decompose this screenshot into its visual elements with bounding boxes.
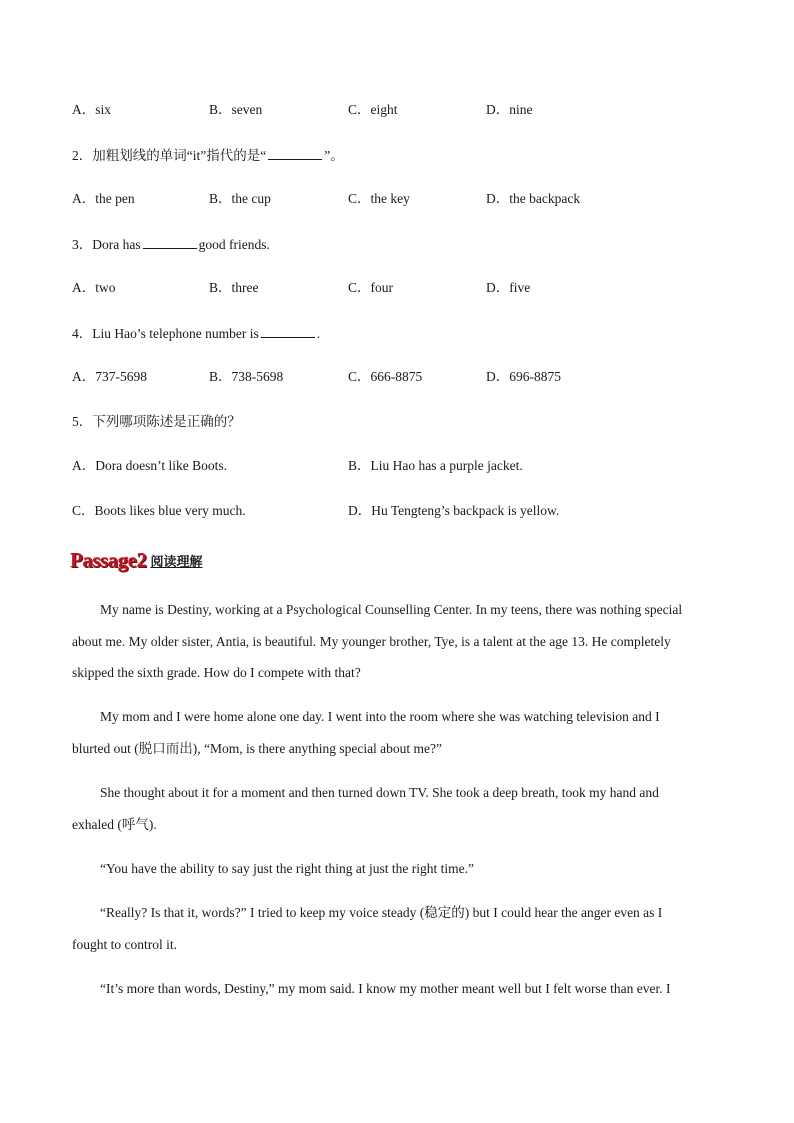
q3-prefix: 3．Dora has [72, 237, 141, 252]
passage-subtitle: 阅读理解 [150, 555, 203, 570]
q4-blank [261, 324, 315, 338]
q5-option-d: D．Hu Tengteng’s backpack is yellow. [348, 503, 560, 518]
passage-line: skipped the sixth grade. How do I compete with that? [72, 665, 361, 680]
q3-blank [143, 235, 197, 249]
passage-line: “You have the ability to say just the right thing at just the right time.” [100, 861, 474, 876]
q4-option-d: D．696-8875 [486, 369, 561, 384]
q3-stem [72, 235, 270, 254]
q1-option-d: D．nine [486, 102, 533, 117]
q5-stem: 5．下列哪项陈述是正确的？ [72, 414, 241, 429]
passage-line: My name is Destiny, working at a Psychological Counselling Center. In my teens, there was nothing special [100, 602, 683, 617]
q2-option-b: B．the cup [209, 191, 271, 206]
passage-line: blurted out (脱口而出), “Mom, is there anything special about me?” [72, 741, 443, 756]
q4-prefix: 4．Liu Hao’s telephone number is [72, 326, 259, 341]
q4-suffix: . [316, 326, 321, 341]
q3-option-d: D．five [486, 280, 531, 295]
q4-stem [72, 324, 320, 343]
q2-prefix: 2．加粗划线的单词“it”指代的是“ [72, 148, 267, 163]
q4-option-b: B．738-5698 [209, 369, 284, 384]
passage-title: Passage2 [70, 548, 147, 572]
q2-stem [72, 146, 344, 165]
q2-blank [268, 146, 322, 160]
q2-option-c: C．the key [348, 191, 410, 206]
passage-line: about me. My older sister, Antia, is beautiful. My younger brother, Tye, is a talent at the age 13. He completely [72, 634, 671, 649]
q3-option-a: A．two [72, 280, 116, 295]
q5-option-a: A．Dora doesn’t like Boots. [72, 458, 227, 473]
passage-line: My mom and I were home alone one day. I went into the room where she was watching television and I [100, 709, 660, 724]
q3-option-c: C．four [348, 280, 393, 295]
q1-option-c: C．eight [348, 102, 398, 117]
q2-suffix: ”。 [324, 148, 344, 163]
q5-option-c: C．Boots likes blue very much. [72, 503, 246, 518]
q2-option-d: D．the backpack [486, 191, 581, 206]
passage-line: fought to control it. [72, 937, 177, 952]
q3-option-b: B．three [209, 280, 259, 295]
passage-line: exhaled (呼气). [72, 817, 157, 832]
q3-suffix: good friends. [198, 237, 270, 252]
passage-line: “Really? Is that it, words?” I tried to keep my voice steady (稳定的) but I could hear the anger even as I [100, 905, 663, 920]
passage-heading [70, 548, 203, 572]
passage-line: She thought about it for a moment and then turned down TV. She took a deep breath, took my hand and [100, 785, 659, 800]
q5-option-b: B．Liu Hao has a purple jacket. [348, 458, 523, 473]
q1-option-b: B．seven [209, 102, 263, 117]
q1-option-a: A．six [72, 102, 112, 117]
q2-option-a: A．the pen [72, 191, 135, 206]
passage-line: “It’s more than words, Destiny,” my mom said. I know my mother meant well but I felt worse than ever. I [100, 981, 671, 996]
q4-option-a: A．737-5698 [72, 369, 147, 384]
q4-option-c: C．666-8875 [348, 369, 423, 384]
